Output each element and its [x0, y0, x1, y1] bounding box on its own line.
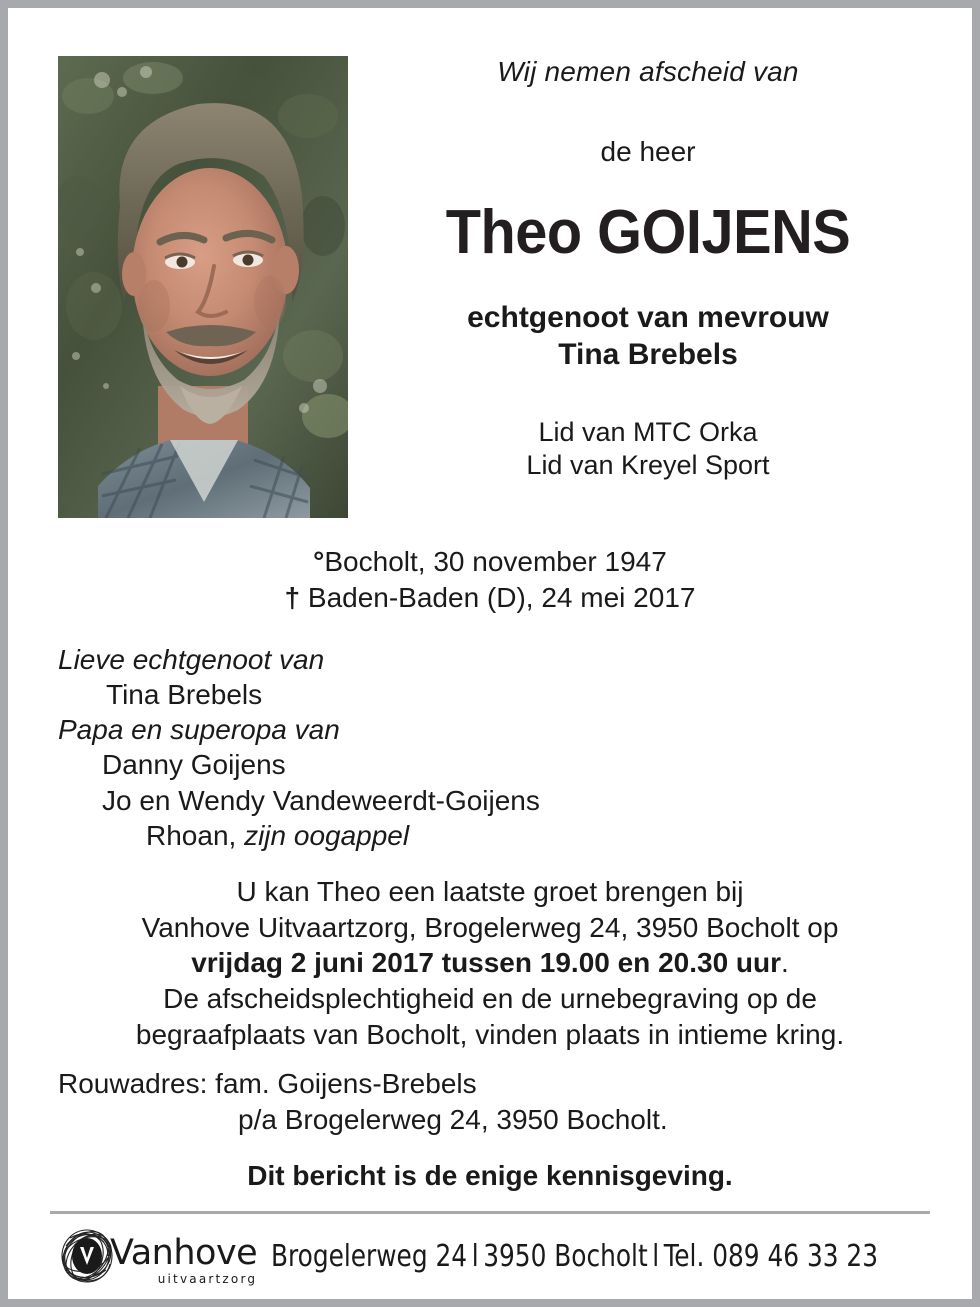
mourning-address-line-2: p/a Brogelerweg 24, 3950 Bocholt.	[238, 1103, 668, 1135]
footer-phone: Tel. 089 46 33 23	[664, 1238, 879, 1274]
family-block	[58, 642, 758, 853]
family-heading-spouse: Lieve echtgenoot van	[58, 644, 325, 675]
footer-city: 3950 Bocholt	[483, 1238, 648, 1274]
family-grandchild	[58, 818, 758, 853]
vanhove-name: Vanhove	[110, 1232, 258, 1273]
death-line	[8, 580, 972, 616]
ceremony-line-5: begraafplaats van Bocholt, vinden plaats in intieme kring.	[135, 1018, 845, 1050]
membership-item: Lid van MTC Orka	[538, 416, 758, 447]
footer-separator-2: l	[652, 1238, 660, 1274]
spouse-block	[368, 300, 928, 373]
death-text: Baden-Baden (D), 24 mei 2017	[307, 581, 696, 613]
mourning-address	[58, 1066, 858, 1137]
footer	[58, 1226, 938, 1286]
birth-text: Bocholt, 30 november 1947	[324, 546, 667, 577]
vanhove-scribble-v-icon	[58, 1226, 116, 1286]
header-column	[368, 56, 928, 483]
memberships	[368, 416, 928, 484]
spouse-name: Tina Brebels	[558, 337, 738, 371]
portrait-photo	[58, 56, 348, 518]
ceremony-line-4: De afscheidsplechtigheid en de urnebegraving op de	[163, 983, 817, 1015]
deceased-name: Theo GOIJENS	[445, 198, 851, 268]
life-dates	[8, 544, 972, 615]
birth-line	[8, 544, 972, 580]
ceremony-datetime-bold: vrijdag 2 juni 2017 tussen 19.00 en 20.30 uur	[191, 947, 782, 979]
family-child-1: Danny Goijens	[102, 749, 286, 781]
ceremony-datetime	[8, 945, 972, 981]
farewell-lead: Wij nemen afscheid van	[497, 56, 799, 87]
vanhove-logo	[58, 1226, 257, 1286]
grandchild-note: zijn oogappel	[244, 819, 410, 851]
single-notice-text: Dit bericht is de enige kennisgeving.	[247, 1160, 733, 1191]
family-child-2: Jo en Wendy Vandeweerdt-Goijens	[102, 784, 540, 816]
footer-contact-info	[271, 1239, 878, 1274]
announcement-page	[8, 8, 972, 1299]
spouse-label: echtgenoot van mevrouw	[467, 301, 829, 335]
vanhove-tagline: uitvaartzorg	[157, 1272, 258, 1286]
footer-divider	[50, 1211, 930, 1214]
portrait-photo-image	[58, 56, 348, 518]
footer-address: Brogelerweg 24	[271, 1238, 468, 1274]
ceremony-block	[8, 874, 972, 1052]
grandchild-name: Rhoan,	[146, 819, 245, 851]
family-spouse-name: Tina Brebels	[106, 679, 263, 711]
mourning-address-line-1: Rouwadres: fam. Goijens-Brebels	[58, 1068, 477, 1099]
vanhove-wordmark	[110, 1232, 258, 1286]
birth-symbol-icon: °	[313, 546, 325, 577]
salutation: de heer	[600, 136, 696, 168]
family-heading-children: Papa en superopa van	[58, 714, 340, 746]
footer-separator-1: l	[471, 1238, 479, 1274]
ceremony-datetime-tail: .	[781, 947, 789, 979]
ceremony-line-1: U kan Theo een laatste groet brengen bij	[236, 876, 744, 907]
membership-item: Lid van Kreyel Sport	[526, 450, 770, 481]
ceremony-line-2: Vanhove Uitvaartzorg, Brogelerweg 24, 3950 Bocholt op	[141, 911, 839, 943]
cross-dagger-icon: †	[284, 581, 301, 613]
